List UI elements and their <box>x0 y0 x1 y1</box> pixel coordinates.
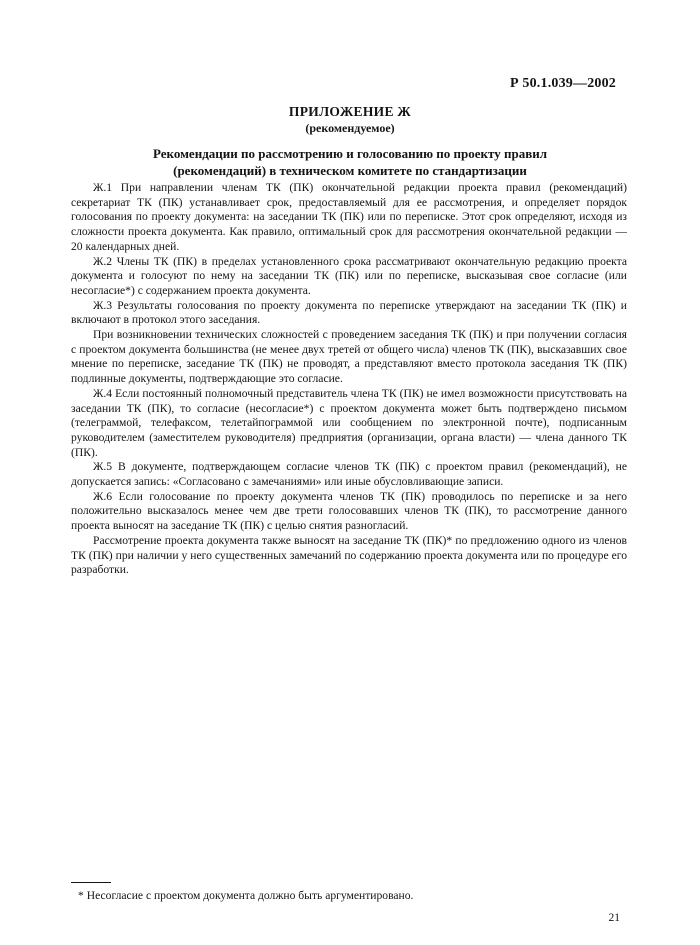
document-body <box>71 181 627 578</box>
paragraph-zh3-continued: При возникновении технических сложностей с проведением заседания ТК (ПК) и при получении согласия с проектом документа большинства (не менее двух третей от общего числа) членов ТК (ПК), высказавших свое мнение по переписке, заседание ТК (ПК) не проводят, а представляют вместо протокола заседания ТК (ПК) подлинные документы, подтверждающие это согласие. <box>71 328 627 386</box>
paragraph-zh4: Ж.4 Если постоянный полномочный представитель члена ТК (ПК) не имел возможности присутствовать на заседании ТК (ПК), то согласие (несогласие*) с проектом документа может быть подтверждено письмом (телеграммой, телефаксом, телетайпограммой или сообщением по электронной почте), подписанным руководителем (заместителем руководителя) предприятия (организации, органа власти) — члена данного ТК (ПК). <box>71 386 627 459</box>
section-heading <box>0 145 700 179</box>
document-code: Р 50.1.039—2002 <box>509 76 616 91</box>
section-heading-line-2: (рекомендаций) в техническом комитете по стандартизации <box>173 163 527 178</box>
paragraph-zh1: Ж.1 При направлении членам ТК (ПК) окончательной редакции проекта правил (рекомендаций) секретариат ТК (ПК) устанавливает срок, предоставляемый для ее рассмотрения, и определяет порядок голосования по проекту документа: на заседании ТК (ПК) или по переписке. Этот срок определяют, исходя из сложности проекта документа. Как правило, оптимальный срок для рассмотрения окончательной редакции — 20 календарных дней. <box>71 181 627 253</box>
paragraph-zh6: Ж.6 Если голосование по проекту документа членов ТК (ПК) проводилось по переписке и за него положительно высказалось менее чем две трети голосовавших членов ТК (ПК), то рассмотрение данного проекта выносят на заседание ТК (ПК) с целью снятия разногласий. <box>71 489 627 533</box>
paragraph-zh3: Ж.3 Результаты голосования по проекту документа по переписке утверждают на заседании ТК (ПК) и включают в протокол этого заседания. <box>71 298 627 327</box>
paragraph-zh6-continued: Рассмотрение проекта документа также выносят на заседание ТК (ПК)* по предложению одного из членов ТК (ПК) при наличии у него существенных замечаний по содержанию проекта документа или по процедуре его разработки. <box>71 533 627 577</box>
appendix-subtitle: (рекомендуемое) <box>305 121 395 135</box>
paragraph-zh5: Ж.5 В документе, подтверждающем согласие членов ТК (ПК) с проектом правил (рекомендаций), не допускается запись: «Согласовано с замечаниями» или иные обусловливающие записи. <box>71 460 627 489</box>
section-heading-line-1: Рекомендации по рассмотрению и голосованию по проекту правил <box>152 146 548 161</box>
appendix-title: ПРИЛОЖЕНИЕ Ж <box>288 104 412 119</box>
page-number: 21 <box>608 912 620 924</box>
footnote: * Несогласие с проектом документа должно быть аргументировано. <box>78 889 414 902</box>
paragraph-zh2: Ж.2 Члены ТК (ПК) в пределах установленного срока рассматривают окончательную редакцию проекта документа и голосуют по нему на заседании ТК (ПК) или по переписке, высказывая свое согласие (или несогласие*) с содержанием проекта документа. <box>71 254 627 297</box>
footnote-divider <box>71 882 111 883</box>
